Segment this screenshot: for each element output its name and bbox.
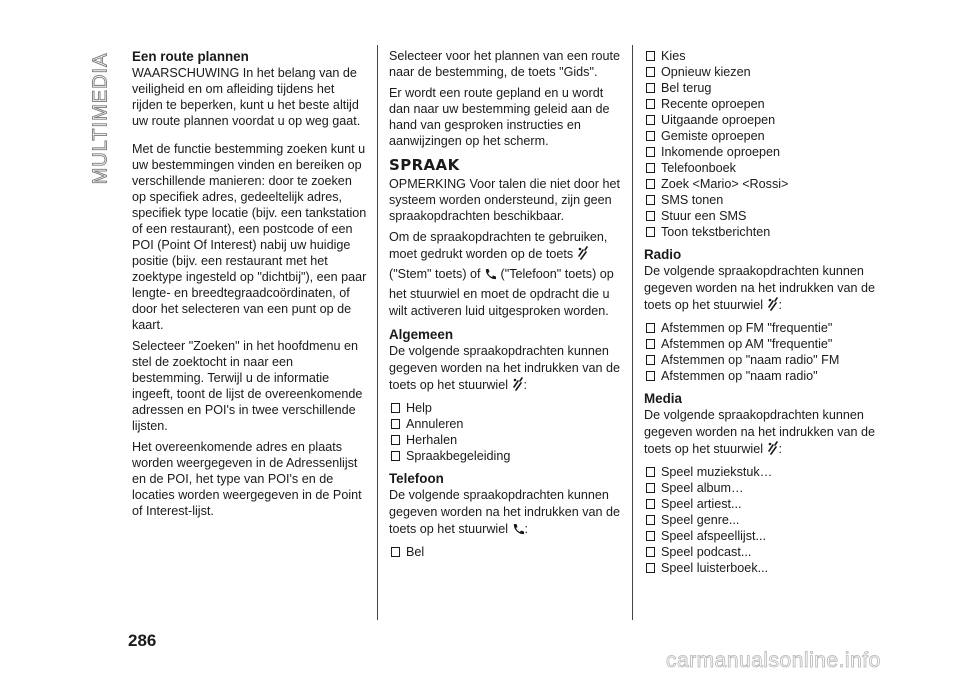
checkbox-bullet-icon	[646, 339, 655, 349]
list-item: Bel terug	[644, 80, 884, 96]
media-command-list	[644, 464, 884, 576]
checkbox-bullet-icon	[646, 355, 655, 365]
checkbox-bullet-icon	[646, 179, 655, 189]
checkbox-bullet-icon	[391, 435, 400, 445]
checkbox-bullet-icon	[391, 419, 400, 429]
paragraph: Selecteer voor het plannen van een route naar de bestemming, de toets "Gids".	[389, 49, 621, 79]
checkbox-bullet-icon	[646, 467, 655, 477]
phone-icon	[484, 268, 497, 286]
list-item: Speel afspeellijst...	[644, 528, 884, 544]
column-divider-1	[377, 45, 378, 620]
list-item: Herhalen	[389, 432, 623, 448]
column-2: Selecteer voor het plannen van een route naar de bestemming, de toets "Gids". Er wordt een route gepland en u wordt dan naar uw bestemming geleid aan de hand van gesproken instructies en aanwijzingen op het scherm. SPRAAK OPMERKING Voor talen die niet door het systeem worden ondersteund, zijn geen spraakopdrachten beschikbaar. Om de spraakopdrachten te gebruiken, moet gedrukt worden op de toets ("Stem" toets) of ("Telefoon" toets) op het stuurwiel en moet de opdracht die u wilt activeren luid uitgesproken worden. Algemeen De volgende spraakopdrachten kunnen gegeven worden na het indrukken van de toets op het stuurwiel : Help Annuleren Herhalen Spraakbegeleiding Telefoon De volgende spraakopdrachten kunnen gegeven worden na het indrukken van de toets op het stuurwiel : Bel	[389, 48, 623, 564]
checkbox-bullet-icon	[646, 115, 655, 125]
voice-icon	[767, 441, 779, 461]
list-item: Telefoonboek	[644, 160, 884, 176]
checkbox-bullet-icon	[646, 211, 655, 221]
radio-heading: Radio	[644, 247, 682, 262]
checkbox-bullet-icon	[391, 403, 400, 413]
paragraph-text: Om de spraakopdrachten te gebruiken, moet gedrukt worden op de toets	[389, 230, 608, 261]
paragraph-text: De volgende spraakopdrachten kunnen gegeven worden na het indrukken van de toets op het stuurwiel	[644, 264, 876, 312]
telefoon-heading: Telefoon	[389, 471, 444, 486]
checkbox-bullet-icon	[391, 547, 400, 557]
list-item: Afstemmen op FM "frequentie"	[644, 320, 884, 336]
checkbox-bullet-icon	[646, 67, 655, 77]
telefoon-command-list	[389, 544, 623, 560]
algemeen-heading: Algemeen	[389, 327, 453, 342]
list-item: Speel podcast...	[644, 544, 884, 560]
page-number: 286	[128, 631, 157, 650]
voice-icon	[577, 246, 589, 266]
checkbox-bullet-icon	[391, 451, 400, 461]
checkbox-bullet-icon	[646, 227, 655, 237]
column-divider-2	[632, 45, 633, 620]
checkbox-bullet-icon	[646, 371, 655, 381]
note-paragraph: OPMERKING Voor talen die niet door het systeem worden ondersteund, zijn geen spraakopdrachten beschikbaar.	[389, 177, 621, 223]
section-side-label	[86, 52, 116, 184]
paragraph-text: De volgende spraakopdrachten kunnen gegeven worden na het indrukken van de toets op het stuurwiel	[389, 344, 621, 392]
list-item: Speel album…	[644, 480, 884, 496]
list-item: Recente oproepen	[644, 96, 884, 112]
checkbox-bullet-icon	[646, 515, 655, 525]
watermark-text: carmanualsonline.info	[666, 649, 881, 672]
voice-icon	[767, 297, 779, 317]
list-item: Speel luisterboek...	[644, 560, 884, 576]
checkbox-bullet-icon	[646, 547, 655, 557]
column-3: Kies Opnieuw kiezen Bel terug Recente oproepen Uitgaande oproepen Gemiste oproepen Inkomende oproepen Telefoonboek Zoek <Mario> <Rossi> SMS tonen Stuur een SMS Toon tekstberichten Radio De volgende spraakopdrachten kunnen gegeven worden na het indrukken van de toets op het stuurwiel : Afstemmen op FM "frequentie" Afstemmen op AM "frequentie" Afstemmen op "naam radio" FM Afstemmen op "naam radio" Media De volgende spraakopdrachten kunnen gegeven worden na het indrukken van de toets op het stuurwiel : Speel muziekstuk… Speel album… Speel artiest... Speel genre... Speel afspeellijst... Speel podcast... Speel luisterboek...	[644, 48, 884, 580]
list-item: Kies	[644, 48, 884, 64]
checkbox-bullet-icon	[646, 51, 655, 61]
checkbox-bullet-icon	[646, 131, 655, 141]
paragraph-text: De volgende spraakopdrachten kunnen gegeven worden na het indrukken van de toets op het stuurwiel	[644, 408, 876, 456]
list-item: Inkomende oproepen	[644, 144, 884, 160]
checkbox-bullet-icon	[646, 163, 655, 173]
list-item: Speel artiest...	[644, 496, 884, 512]
spraak-heading: SPRAAK	[389, 156, 460, 174]
paragraph: Met de functie bestemming zoeken kunt u uw bestemmingen vinden en bereiken op verschillende manieren: door te zoeken op specifiek adres, gedeeltelijk adres, specifiek type locatie (bijv. een tankstation of een restaurant), een postcode of een POI (Point Of Interest) nabij uw huidige positie (bijv. een restaurant met het zoektype ingesteld op "dichtbij"), een paar lengte- en breedtegraadcoördinaten, of door het selecteren van een punt op de kaart.	[132, 142, 367, 332]
checkbox-bullet-icon	[646, 99, 655, 109]
checkbox-bullet-icon	[646, 147, 655, 157]
list-item: SMS tonen	[644, 192, 884, 208]
checkbox-bullet-icon	[646, 83, 655, 93]
list-item: Uitgaande oproepen	[644, 112, 884, 128]
checkbox-bullet-icon	[646, 483, 655, 493]
warning-paragraph: WAARSCHUWING In het belang van de veiligheid en om afleiding tijdens het rijden te beperken, kunt u het beste altijd uw route plannen voordat u op weg gaat.	[132, 66, 361, 128]
paragraph: Selecteer "Zoeken" in het hoofdmenu en stel de zoektocht in naar een bestemming. Terwijl u de informatie ingeeft, toont de lijst de overeenkomende adressen en POI's in twee verschillende lijsten.	[132, 339, 363, 433]
paragraph-text: De volgende spraakopdrachten kunnen gegeven worden na het indrukken van de toets op het stuurwiel	[389, 488, 621, 536]
algemeen-command-list	[389, 400, 623, 464]
paragraph: Er wordt een route gepland en u wordt dan naar uw bestemming geleid aan de hand van gesproken instructies en aanwijzingen op het scherm.	[389, 86, 610, 148]
list-item: Speel genre...	[644, 512, 884, 528]
voice-icon	[512, 377, 524, 397]
list-item: Afstemmen op "naam radio"	[644, 368, 884, 384]
paragraph-text: ("Telefoon" toets) op het stuurwiel en moet de opdracht die u wilt activeren luid uitgesproken worden.	[389, 267, 614, 318]
checkbox-bullet-icon	[646, 195, 655, 205]
checkbox-bullet-icon	[646, 323, 655, 333]
list-item: Afstemmen op "naam radio" FM	[644, 352, 884, 368]
list-item: Speel muziekstuk…	[644, 464, 884, 480]
list-item: Zoek <Mario> <Rossi>	[644, 176, 884, 192]
list-item: Toon tekstberichten	[644, 224, 884, 240]
route-plannen-heading: Een route plannen	[132, 49, 249, 64]
radio-command-list	[644, 320, 884, 384]
phone-icon	[512, 523, 525, 541]
list-item: Bel	[389, 544, 623, 560]
list-item: Afstemmen op AM "frequentie"	[644, 336, 884, 352]
list-item: Spraakbegeleiding	[389, 448, 623, 464]
list-item: Help	[389, 400, 623, 416]
side-label-text: MULTIMEDIA	[89, 52, 112, 184]
checkbox-bullet-icon	[646, 531, 655, 541]
paragraph-text: ("Stem" toets) of	[389, 267, 481, 281]
column-1	[132, 48, 368, 524]
paragraph: Het overeenkomende adres en plaats worden weergegeven in de Adressenlijst en de POI, het type van POI's en de locaties worden weergegeven in de Point of Interest-lijst.	[132, 440, 362, 518]
telefoon-command-list-cont	[644, 48, 884, 240]
list-item: Stuur een SMS	[644, 208, 884, 224]
list-item: Annuleren	[389, 416, 623, 432]
list-item: Gemiste oproepen	[644, 128, 884, 144]
media-heading: Media	[644, 391, 682, 406]
list-item: Opnieuw kiezen	[644, 64, 884, 80]
checkbox-bullet-icon	[646, 563, 655, 573]
checkbox-bullet-icon	[646, 499, 655, 509]
